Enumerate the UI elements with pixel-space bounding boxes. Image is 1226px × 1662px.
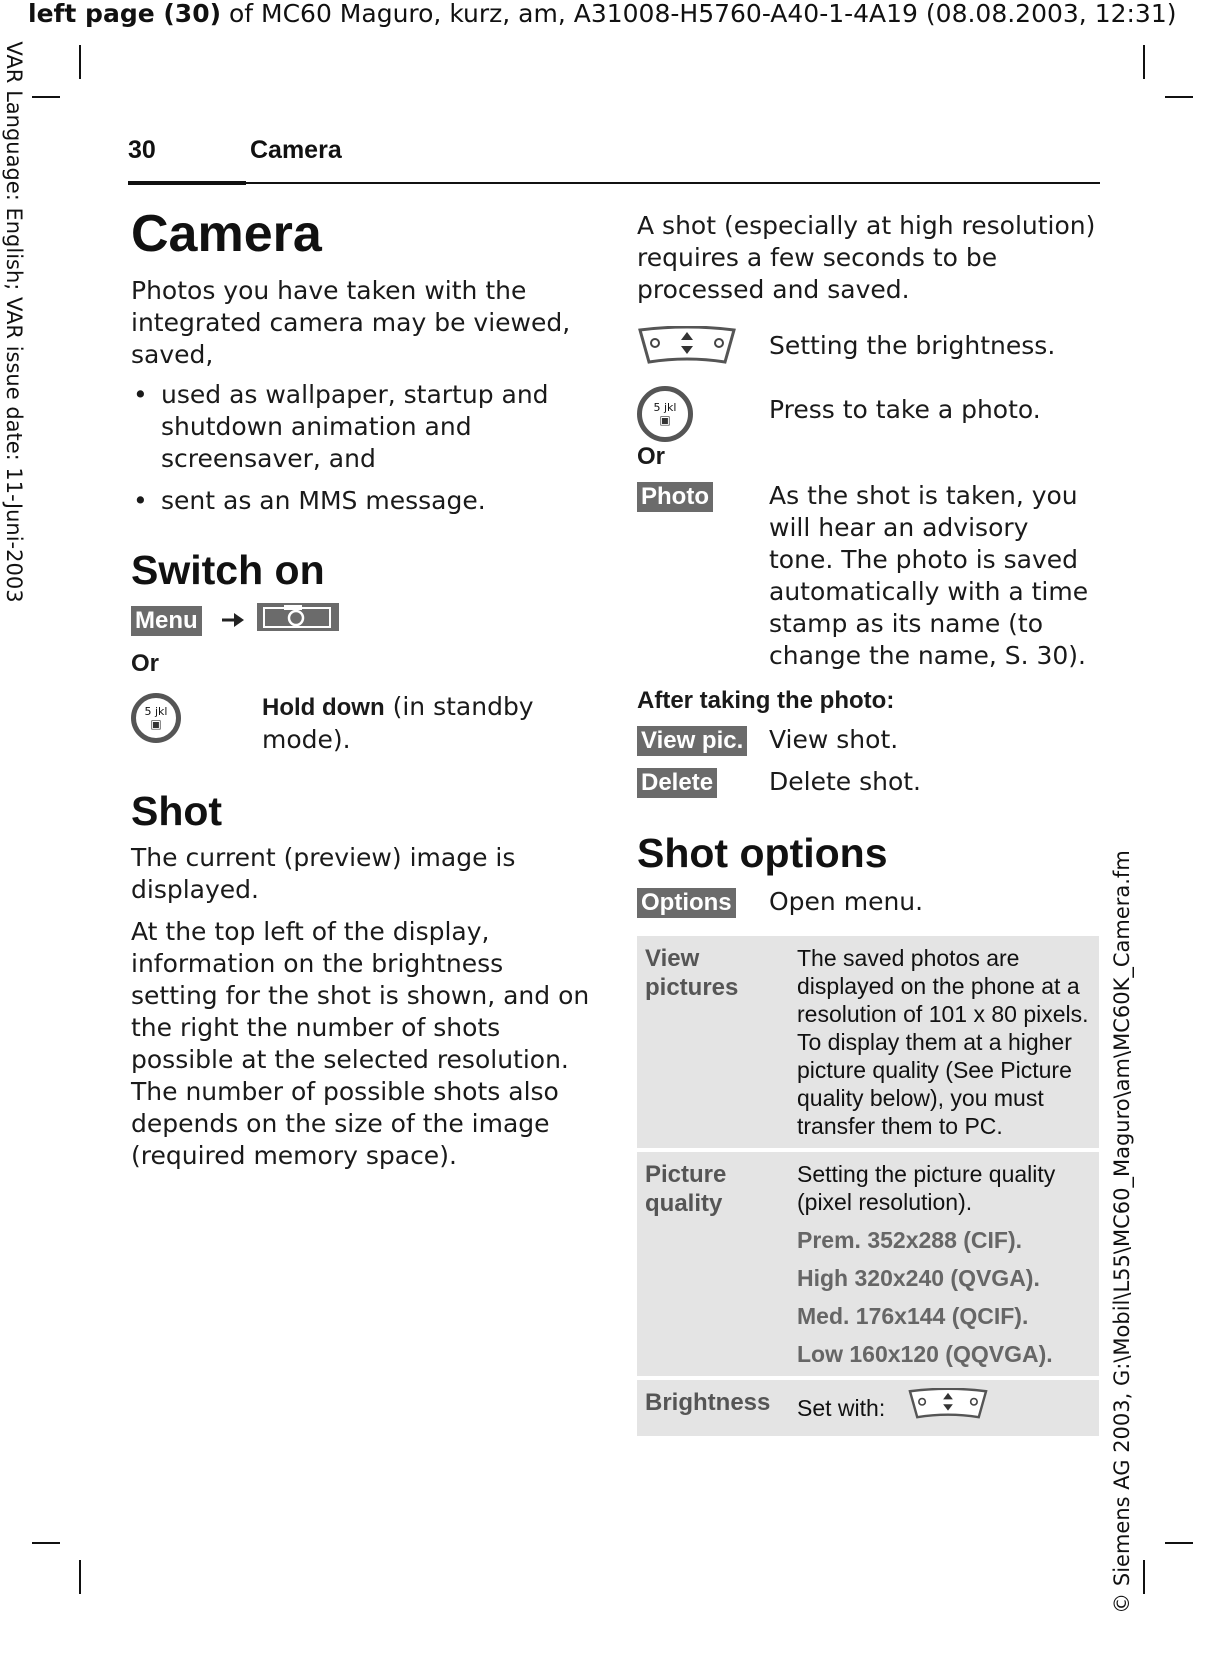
mini-camera-icon: ▣ [150,717,162,731]
shot-options-table [637,932,1099,1440]
camera-icon [256,602,340,640]
right-column [637,210,1099,1440]
quality-option: Low 160x120 (QQVGA). [797,1341,1053,1367]
crop-mark [79,1560,81,1594]
view-pic-softkey[interactable]: View pic. [637,726,747,756]
options-desc: Open menu. [769,887,924,916]
list-item: • sent as an MMS message. [131,485,591,517]
photo-softkey[interactable]: Photo [637,482,713,512]
option-label: Picture quality [637,1152,789,1376]
photo-row [637,480,1099,672]
delete-row [637,766,1099,798]
crop-mark [32,96,60,98]
top-header-bold: left page (30) [28,0,222,28]
key-label: 5 jkl [144,705,168,718]
quality-text: Setting the picture quality (pixel resolution). [797,1161,1056,1215]
option-text [789,1380,1099,1436]
view-row [637,724,1099,756]
brightness-set-text: Set with: [797,1395,886,1421]
brightness-row [637,326,1099,376]
view-desc: View shot. [769,725,899,754]
shot-options-heading: Shot options [637,830,888,876]
table-row [637,1152,1099,1376]
nav-key-icon[interactable] [637,326,769,376]
crop-mark [1165,1542,1193,1544]
key-label: 5 jkl [653,401,677,414]
shot-paragraph-2: At the top left of the display, information on the brightness setting for the shot is shown, and on the right the number of shots possible at the selected resolution. The number of possible shots also depends on the size of the image (required memory space). [131,917,590,1170]
header-rule-accent [128,181,246,185]
or-label: Or [131,650,160,677]
brightness-desc: Setting the brightness. [769,331,1056,360]
nav-key-icon [906,1388,990,1428]
after-photo-label: After taking the photo: [637,687,895,714]
option-text [789,1152,1099,1376]
crop-mark [1143,1560,1145,1594]
options-softkey[interactable]: Options [637,888,736,918]
delete-softkey[interactable]: Delete [637,768,717,798]
key-5-icon[interactable] [637,386,769,442]
usage-list [131,379,591,517]
shot-paragraph-1: The current (preview) image is displayed. [131,843,516,904]
shot-heading: Shot [131,788,223,834]
quality-option: Med. 176x144 (QCIF). [797,1303,1029,1329]
processing-text: A shot (especially at high resolution) requires a few seconds to be processed and saved. [637,211,1096,304]
press-desc: Press to take a photo. [769,395,1041,424]
side-text-right: © Siemens AG 2003, G:\Mobil\L55\MC60_Maguro\am\MC60K_Camera.fm [1110,850,1134,1614]
menu-path [131,601,591,641]
options-row [637,886,1099,918]
arrow-right-icon [220,605,246,637]
press-row [637,386,1099,442]
side-text-left: VAR Language: English; VAR issue date: 11-Juni-2003 [2,41,26,603]
document-top-header [28,0,1177,28]
mini-camera-icon: ▣ [659,413,671,427]
running-header-title: Camera [250,136,342,164]
option-text: The saved photos are displayed on the phone at a resolution of 101 x 80 pixels. To display them at a higher picture quality (See Picture quality below), you must transfer them to PC. [789,936,1099,1148]
hold-down-rest: (in standby mode). [262,692,534,754]
crop-mark [1143,45,1145,79]
photo-desc: As the shot is taken, you will hear an advisory tone. The photo is saved automatically with a time stamp as its name (to change the name, S. 30). [769,481,1089,670]
or-label: Or [637,443,666,470]
quality-option: High 320x240 (QVGA). [797,1265,1040,1291]
camera-heading: Camera [131,205,322,263]
page-number: 30 [128,136,156,164]
quality-option: Prem. 352x288 (CIF). [797,1227,1023,1253]
list-item: • used as wallpaper, startup and shutdown animation and screensaver, and [131,379,591,475]
hold-down-desc [262,691,591,756]
option-label: View pictures [637,936,789,1148]
table-row [637,1380,1099,1436]
crop-mark [79,45,81,79]
crop-mark [32,1542,60,1544]
crop-mark [1165,96,1193,98]
hold-down-bold: Hold down [262,694,385,721]
left-column [131,203,591,1172]
option-label: Brightness [637,1380,789,1436]
menu-softkey[interactable]: Menu [131,606,202,636]
key-5-icon[interactable] [131,691,262,743]
running-header [128,132,1100,184]
top-header-rest: of MC60 Maguro, kurz, am, A31008-H5760-A40-1-4A19 (08.08.2003, 12:31) [221,0,1177,28]
delete-desc: Delete shot. [769,767,922,796]
camera-intro: Photos you have taken with the integrated camera may be viewed, saved, [131,276,571,369]
table-row [637,936,1099,1148]
hold-down-row [131,691,591,756]
switch-on-heading: Switch on [131,547,325,593]
